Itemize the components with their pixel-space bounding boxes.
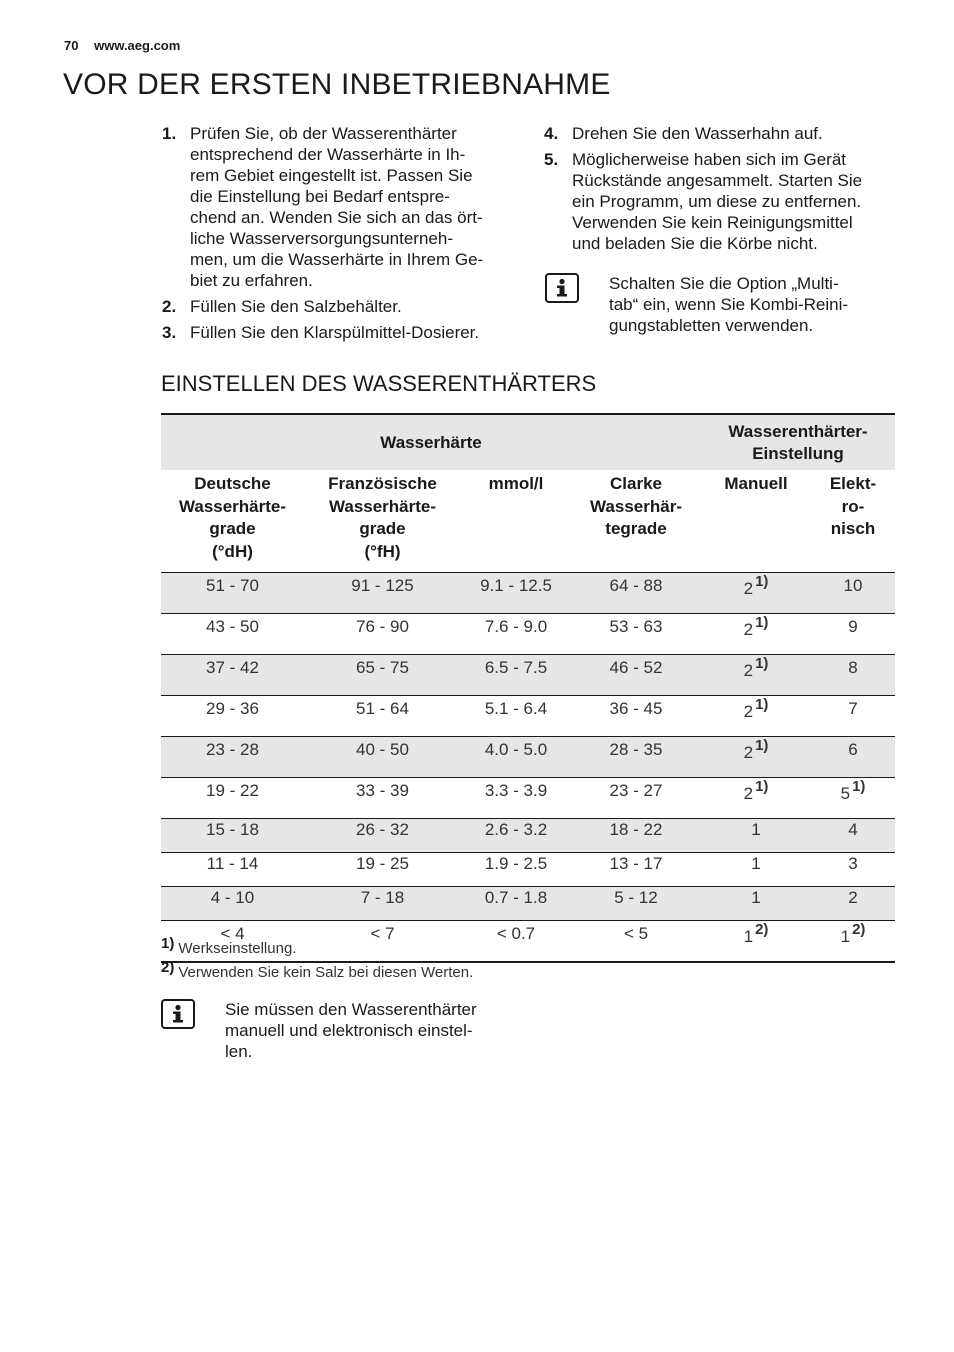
footnote-ref: 1) <box>755 573 769 590</box>
setting-value: 4 <box>848 820 858 839</box>
cell-clarke: < 5 <box>571 921 701 963</box>
cell-electronic <box>811 819 895 853</box>
footnote-ref: 1) <box>755 614 769 631</box>
table-row <box>161 573 895 614</box>
step-text: Möglicherweise haben sich im Gerät Rückstände angesammelt. Starten Sie ein Programm, um diese zu entfernen. Verwenden Sie kein Reinigungsmittel und beladen Sie die Körbe nicht. <box>572 150 863 253</box>
footnote-mark: 1) <box>161 935 175 952</box>
cell-fh: 91 - 125 <box>304 573 461 614</box>
step-text: Füllen Sie den Salzbehälter. <box>190 297 402 316</box>
cell-electronic <box>811 778 895 819</box>
setting-value: 8 <box>848 658 858 677</box>
cell-manual <box>701 887 811 921</box>
header-water-hardness: Wasserhärte <box>161 414 701 471</box>
footnote-ref: 2) <box>852 921 866 938</box>
setting-value: 1 <box>840 927 851 946</box>
header-manual: Manuell <box>701 471 811 573</box>
cell-fh: 33 - 39 <box>304 778 461 819</box>
cell-clarke: 28 - 35 <box>571 737 701 778</box>
cell-mmol: 4.0 - 5.0 <box>461 737 571 778</box>
info-icon <box>161 999 195 1029</box>
step-item <box>162 296 522 317</box>
setting-value: 2 <box>743 579 754 598</box>
water-hardness-table <box>161 413 895 963</box>
header-french-degrees: Französische Wasserhärte- grade (°fH) <box>304 471 461 573</box>
table-row <box>161 655 895 696</box>
info-note-manual <box>161 999 477 1062</box>
footnote-ref: 1) <box>755 778 769 795</box>
header-mmol: mmol/l <box>461 471 571 573</box>
step-text: Füllen Sie den Klarspülmittel-Dosierer. <box>190 323 480 342</box>
setting-value: 10 <box>843 576 863 595</box>
setting-value: 7 <box>848 699 858 718</box>
step-number: 4. <box>544 124 559 143</box>
step-number: 3. <box>162 323 177 342</box>
cell-manual <box>701 614 811 655</box>
step-number: 1. <box>162 124 177 143</box>
cell-mmol: 6.5 - 7.5 <box>461 655 571 696</box>
cell-electronic <box>811 573 895 614</box>
cell-manual <box>701 819 811 853</box>
footnote <box>161 935 473 957</box>
step-text: Drehen Sie den Wasserhahn auf. <box>572 124 823 143</box>
cell-dh: 29 - 36 <box>161 696 304 737</box>
footnote-text: Werkseinstellung. <box>178 940 297 957</box>
website-link[interactable]: www.aeg.com <box>94 38 181 53</box>
cell-electronic <box>811 737 895 778</box>
info-note-multitab <box>545 273 848 336</box>
cell-fh: 19 - 25 <box>304 853 461 887</box>
footnote-ref: 1) <box>755 737 769 754</box>
cell-clarke: 13 - 17 <box>571 853 701 887</box>
cell-fh: < 7 <box>304 921 461 963</box>
page-header <box>64 38 180 53</box>
cell-dh: 51 - 70 <box>161 573 304 614</box>
cell-electronic <box>811 921 895 963</box>
table-row <box>161 887 895 921</box>
setting-value: 2 <box>743 784 754 803</box>
setting-value: 2 <box>743 702 754 721</box>
cell-clarke: 53 - 63 <box>571 614 701 655</box>
cell-clarke: 23 - 27 <box>571 778 701 819</box>
setting-value: 9 <box>848 617 858 636</box>
cell-manual <box>701 921 811 963</box>
cell-manual <box>701 853 811 887</box>
cell-dh: < 4 <box>161 921 304 963</box>
cell-fh: 65 - 75 <box>304 655 461 696</box>
cell-dh: 43 - 50 <box>161 614 304 655</box>
cell-dh: 19 - 22 <box>161 778 304 819</box>
cell-clarke: 46 - 52 <box>571 655 701 696</box>
table-body <box>161 573 895 963</box>
cell-mmol: < 0.7 <box>461 921 571 963</box>
cell-electronic <box>811 696 895 737</box>
cell-fh: 7 - 18 <box>304 887 461 921</box>
page-number: 70 <box>64 38 79 53</box>
cell-electronic <box>811 655 895 696</box>
table-row <box>161 614 895 655</box>
footnote-ref: 2) <box>755 921 769 938</box>
setting-value: 1 <box>751 854 761 873</box>
table-row <box>161 737 895 778</box>
step-item <box>162 322 522 343</box>
cell-dh: 23 - 28 <box>161 737 304 778</box>
footnote-text: Verwenden Sie kein Salz bei diesen Werten. <box>178 964 474 981</box>
footnote <box>161 959 474 981</box>
footnote-mark: 2) <box>161 959 175 976</box>
step-number: 5. <box>544 150 559 169</box>
setting-value: 6 <box>848 740 858 759</box>
step-item <box>544 123 904 144</box>
cell-clarke: 18 - 22 <box>571 819 701 853</box>
cell-mmol: 9.1 - 12.5 <box>461 573 571 614</box>
cell-manual <box>701 573 811 614</box>
footnote-ref: 1) <box>755 696 769 713</box>
step-item <box>162 123 522 291</box>
steps-list-left <box>162 123 522 348</box>
header-softener-setting: Wasserenthärter- Einstellung <box>701 414 895 471</box>
header-electronic: Elekt- ro- nisch <box>811 471 895 573</box>
cell-electronic <box>811 614 895 655</box>
footnote-ref: 1) <box>755 655 769 672</box>
info-icon <box>545 273 579 303</box>
cell-mmol: 0.7 - 1.8 <box>461 887 571 921</box>
cell-manual <box>701 696 811 737</box>
cell-manual <box>701 655 811 696</box>
setting-value: 1 <box>751 888 761 907</box>
section-title: EINSTELLEN DES WASSERENTHÄRTERS <box>161 371 597 396</box>
setting-value: 1 <box>751 820 761 839</box>
cell-manual <box>701 737 811 778</box>
setting-value: 2 <box>743 743 754 762</box>
table-row <box>161 853 895 887</box>
cell-fh: 51 - 64 <box>304 696 461 737</box>
table-column-header-row <box>161 471 895 573</box>
footnote-ref: 1) <box>852 778 866 795</box>
cell-dh: 4 - 10 <box>161 887 304 921</box>
cell-mmol: 5.1 - 6.4 <box>461 696 571 737</box>
table-row <box>161 778 895 819</box>
step-text: Prüfen Sie, ob der Wasserenthärter entsprechend der Wasserhärte in Ih- rem Gebiet eingestellt ist. Passen Sie die Einstellung bei Bedarf entspre- chend an. Wenden Sie sich an das ört- liche Wasserversorgungsunterneh- men, um die Wasserhärte in Ihrem Ge- biet zu erfahren. <box>190 124 484 290</box>
cell-fh: 40 - 50 <box>304 737 461 778</box>
cell-mmol: 2.6 - 3.2 <box>461 819 571 853</box>
setting-value: 5 <box>840 784 851 803</box>
cell-mmol: 1.9 - 2.5 <box>461 853 571 887</box>
table-row <box>161 819 895 853</box>
setting-value: 3 <box>848 854 858 873</box>
page-title: VOR DER ERSTEN INBETRIEBNAHME <box>63 68 611 101</box>
table-row <box>161 696 895 737</box>
step-number: 2. <box>162 297 177 316</box>
table-group-header-row <box>161 414 895 471</box>
cell-clarke: 64 - 88 <box>571 573 701 614</box>
footnotes <box>161 935 474 988</box>
info-text: Schalten Sie die Option „Multi- tab“ ein, wenn Sie Kombi-Reini- gungstabletten verwenden. <box>609 274 849 335</box>
cell-mmol: 3.3 - 3.9 <box>461 778 571 819</box>
cell-electronic <box>811 887 895 921</box>
cell-dh: 37 - 42 <box>161 655 304 696</box>
cell-fh: 76 - 90 <box>304 614 461 655</box>
cell-dh: 15 - 18 <box>161 819 304 853</box>
header-clarke: Clarke Wasserhär- tegrade <box>571 471 701 573</box>
setting-value: 1 <box>743 927 754 946</box>
cell-clarke: 36 - 45 <box>571 696 701 737</box>
steps-list-right <box>544 123 904 259</box>
header-german-degrees: Deutsche Wasserhärte- grade (°dH) <box>161 471 304 573</box>
cell-dh: 11 - 14 <box>161 853 304 887</box>
setting-value: 2 <box>848 888 858 907</box>
cell-mmol: 7.6 - 9.0 <box>461 614 571 655</box>
cell-fh: 26 - 32 <box>304 819 461 853</box>
cell-electronic <box>811 853 895 887</box>
cell-clarke: 5 - 12 <box>571 887 701 921</box>
info-text: Sie müssen den Wasserenthärter manuell und elektronisch einstel- len. <box>225 1000 477 1061</box>
cell-manual <box>701 778 811 819</box>
setting-value: 2 <box>743 661 754 680</box>
setting-value: 2 <box>743 620 754 639</box>
step-item <box>544 149 904 254</box>
